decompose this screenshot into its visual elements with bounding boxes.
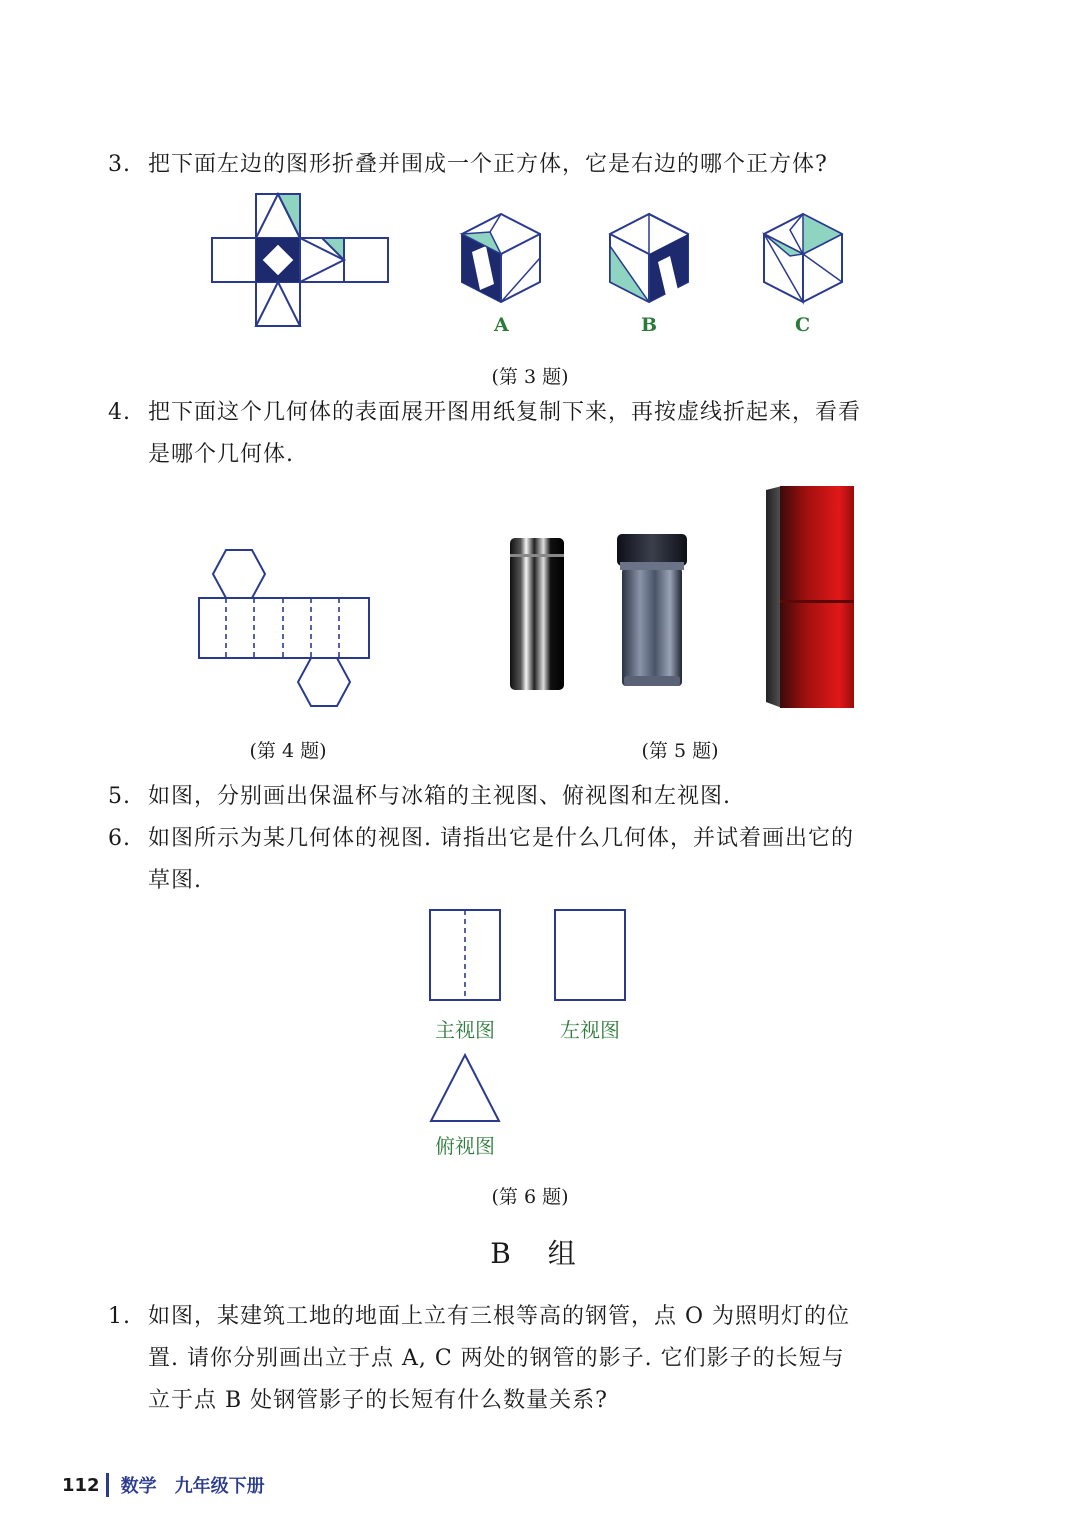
section-title: B 组 (490, 1237, 590, 1270)
figure-3-caption: (第 3 题) (491, 366, 569, 388)
question-5 (108, 776, 968, 818)
option-label-a: A (494, 314, 509, 336)
question-number: 4. (108, 400, 131, 425)
footer-subject: 数学 (120, 1476, 157, 1497)
question-text-line1: 如图所示为某几何体的视图. 请指出它是什么几何体，并试着画出它的 (148, 826, 854, 851)
cube-option-b[interactable] (608, 212, 690, 304)
option-label-b: B (641, 314, 658, 336)
question-3 (108, 144, 968, 186)
question-text-line1: 如图，某建筑工地的地面上立有三根等高的钢管，点 O 为照明灯的位 (148, 1304, 851, 1329)
footer-divider (106, 1473, 109, 1497)
question-text-line1: 把下面这个几何体的表面展开图用纸复制下来，再按虚线折起来，看看 (148, 400, 862, 425)
left-view (553, 908, 627, 1002)
question-text-line2: 是哪个几何体. (148, 442, 294, 467)
top-view-label: 俯视图 (435, 1134, 495, 1158)
hexagonal-prism-net (196, 546, 372, 712)
question-text-line2: 置. 请你分别画出立于点 A, C 两处的钢管的影子. 它们影子的长短与 (148, 1346, 845, 1371)
question-number: 5. (108, 784, 131, 809)
question-text: 把下面左边的图形折叠并围成一个正方体，它是右边的哪个正方体? (148, 152, 828, 177)
footer-grade: 九年级下册 (174, 1476, 265, 1497)
figure-5-caption: (第 5 题) (641, 740, 719, 762)
front-view (428, 908, 502, 1002)
front-view-label: 主视图 (435, 1018, 495, 1042)
top-view (428, 1052, 502, 1124)
thermos-cup-2 (614, 530, 690, 694)
question-number: 3. (108, 152, 131, 177)
page-footer (62, 1472, 265, 1498)
question-text-line3: 立于点 B 处钢管影子的长短有什么数量关系? (148, 1388, 608, 1413)
cube-option-c[interactable] (762, 212, 844, 304)
figure-4-caption: (第 4 题) (249, 740, 327, 762)
question-b1 (108, 1296, 968, 1422)
option-label-c: C (795, 314, 811, 336)
question-4 (108, 392, 968, 476)
question-6 (108, 818, 968, 902)
question-number: 6. (108, 826, 131, 851)
cube-option-a[interactable] (460, 212, 542, 304)
refrigerator (766, 486, 856, 710)
page-number: 112 (62, 1474, 100, 1496)
question-number: 1. (108, 1304, 131, 1329)
cube-net-figure (210, 192, 390, 327)
question-text-line2: 草图. (148, 868, 202, 893)
question-text: 如图，分别画出保温杯与冰箱的主视图、俯视图和左视图. (148, 784, 731, 809)
figure-6-caption: (第 6 题) (491, 1186, 569, 1208)
left-view-label: 左视图 (560, 1018, 620, 1042)
thermos-cup-1 (508, 534, 566, 694)
